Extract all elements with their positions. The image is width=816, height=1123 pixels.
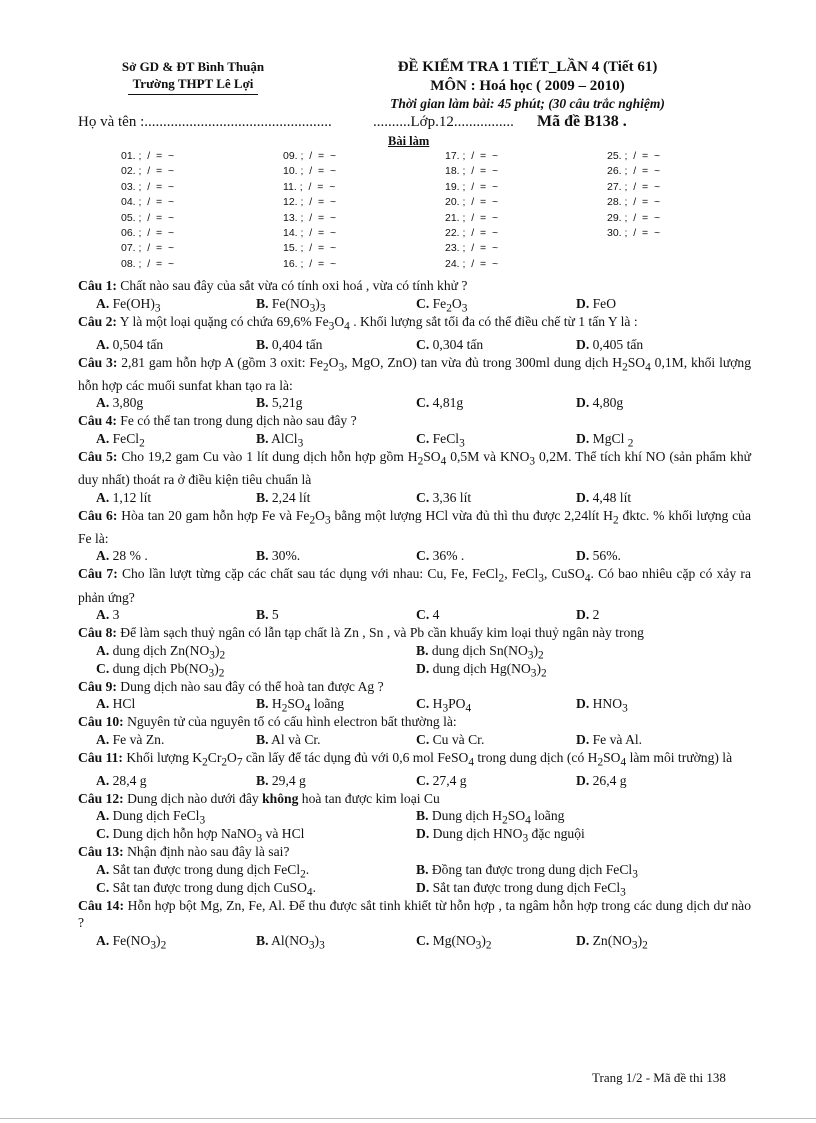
question-text: Hòa tan 20 gam hỗn hợp Fe và $Fe_2O_3$ bằng một lượng HCl vừa đủ thì thu được 2,24lít $H_2$ đktc. % khối lượng của Fe là: [78,507,752,546]
question-label: Câu 2: [78,313,117,329]
question-label: Câu 5: [78,448,118,464]
answer-cell[interactable]: 20. ; / = ~ [445,196,499,209]
options-row [78,879,751,897]
question-text: Khối lượng $K_2Cr_2O_7$ cần lấy để tác dụng đủ với 0,6 mol FeSO$_4$ trong dung dịch (có $H_2SO_4$ làm môi trường) là [122,749,733,769]
question-label: Câu 13: [78,844,124,860]
option-letter: C. [416,696,430,712]
exam-title: ĐỀ KIỂM TRA 1 TIẾT_LẦN 4 (Tiết 61) [397,59,658,75]
option-letter: D. [416,879,430,895]
option-letter: A. [96,808,110,824]
question-stem [78,749,751,772]
options-row [78,861,751,879]
option-letter: A. [96,932,110,948]
question-label: Câu 7: [78,566,118,582]
answer-option[interactable]: C. 4,81g [416,395,464,411]
answer-option[interactable]: C. dung dịch $Pb(NO_3)_2$ [96,660,225,680]
option-letter: A. [96,861,110,877]
option-letter: D. [576,696,590,712]
option-letter: C. [96,660,110,676]
question [78,678,751,714]
question-stem [78,843,751,861]
option-letter: A. [96,336,110,352]
option-letter: D. [576,932,590,948]
answer-option[interactable]: C. 0,304 tấn [416,336,484,352]
options-row [78,489,751,507]
answer-option[interactable]: D. Dung dịch $HNO_3$ đặc nguội [416,826,585,846]
answer-option[interactable]: B. 29,4 g [256,772,306,788]
answer-option[interactable]: C. FeCl$_3$ [416,430,465,450]
answer-option[interactable]: D. MgCl $_2$ [576,430,634,450]
answer-option[interactable]: C. 36% . [416,548,465,564]
answer-cell[interactable]: 03. ; / = ~ [121,180,175,193]
option-letter: A. [96,731,110,747]
page-footer: Trang 1/2 - Mã đề thi 138 [592,1070,726,1085]
option-letter: C. [416,395,430,411]
question [78,565,751,624]
answer-option[interactable]: B. Đồng tan được trong dung dịch FeCl$_3$ [416,861,638,881]
answer-option[interactable]: D. Fe và Al. [576,731,643,747]
question-stem [78,277,751,295]
question-label: Câu 4: [78,413,117,429]
answer-option[interactable]: B. Dung dịch $H_2SO_4$ loãng [416,808,565,828]
question-label: Câu 11: [78,749,123,765]
question [78,790,751,844]
option-letter: C. [416,607,430,623]
answer-option[interactable]: A. $Fe(OH)_3$ [96,295,161,315]
options-row [78,731,751,749]
question-text: Cho lần lượt từng cặp các chất sau tác dụng với nhau: Cu, Fe, FeCl$_2$, FeCl$_3$, CuSO$_4$. Có bao nhiêu cặp có xảy ra phản ứng? [78,566,751,605]
page-bottom-rule [0,1118,816,1119]
question-text: Nhận định nào sau đây là sai? [123,844,290,860]
answer-option[interactable]: A. 3,80g [96,395,144,411]
answer-option[interactable]: B. Al và Cr. [256,731,321,747]
option-letter: B. [256,295,269,311]
option-letter: B. [256,548,269,564]
question [78,749,751,790]
question-text: Cho 19,2 gam Cu vào 1 lít dung dịch hỗn hợp gồm $H_2SO_4$ 0,5M và $KNO_3$ 0,2M. Thể tích khí NO (sản phẩm khử duy nhất) thoát ra ở điều kiện tiêu chuẩn là [78,448,751,488]
question [78,897,751,950]
option-letter: D. [416,826,430,842]
answer-option[interactable]: B. 30%. [256,548,301,564]
question-text: Dung dịch nào dưới đây không hoà tan được kim loại Cu [123,790,440,806]
answer-option[interactable]: B. dung dịch $Sn(NO_3)_2$ [416,642,544,662]
answer-cell[interactable]: 08. ; / = ~ [121,257,175,270]
question-label: Câu 6: [78,507,118,523]
option-letter: D. [576,731,590,747]
answer-option[interactable]: B. 5,21g [256,395,303,411]
answer-option[interactable]: D. 56%. [576,548,621,564]
option-letter: D. [576,430,590,446]
answer-cell[interactable]: 14. ; / = ~ [283,227,337,239]
answer-cell[interactable]: 13. ; / = ~ [283,211,337,224]
option-letter: B. [416,642,429,658]
option-letter: C. [416,772,430,788]
option-letter: C. [416,295,430,311]
option-letter: D. [576,395,590,411]
answer-cell[interactable]: 02. ; / = ~ [121,165,175,178]
answer-cell[interactable]: 22. ; / = ~ [445,227,499,239]
header-left [78,58,308,95]
option-letter: B. [256,607,269,623]
question-text: Hỗn hợp bột Mg, Zn, Fe, Al. Để thu được sắt tinh khiết từ hỗn hợp , ta ngâm hỗn hợp trong các dung dịch dư nào ? [78,897,751,931]
question [78,354,751,413]
answer-option[interactable]: D. Sắt tan được trong dung dịch FeCl$_3$ [416,879,626,899]
answer-cell[interactable]: 09. ; / = ~ [283,150,337,162]
answer-option[interactable]: A. 0,504 tấn [96,336,164,352]
department-name: Sở GD & ĐT Bình Thuận [121,59,265,74]
option-letter: B. [256,731,269,747]
options-row [78,772,751,790]
options-row [78,660,751,678]
answer-grid [121,150,721,274]
answer-cell[interactable]: 19. ; / = ~ [445,180,499,193]
option-letter: C. [416,548,430,564]
question [78,507,751,566]
exam-time: Thời gian làm bài: 45 phút; (30 câu trắc nghiệm) [390,96,665,111]
answer-option[interactable]: B. $Al(NO_3)_3$ [256,932,325,952]
answer-cell[interactable]: 11. ; / = ~ [283,180,336,193]
answer-option[interactable]: A. FeCl$_2$ [96,430,145,450]
answer-option[interactable]: A. 28,4 g [96,772,147,788]
question-label: Câu 12: [78,790,124,806]
option-letter: C. [416,489,430,505]
answer-cell[interactable]: 27. ; / = ~ [607,180,661,193]
answer-option[interactable]: D. 26,4 g [576,772,627,788]
question-label: Câu 3: [78,354,118,370]
question-stem [78,412,751,430]
option-letter: B. [256,395,269,411]
student-class-field[interactable]: ..........Lớp.12................ [373,114,514,130]
question-text: 2,81 gam hỗn hợp A (gồm 3 oxit: $Fe_2O_3$, MgO, ZnO) tan vừa đủ trong 300ml dung dịch $H_2SO_4$ 0,1M, khối lượng hỗn hợp các muối sunfat khan tạo ra là: [78,354,751,393]
options-row [78,547,751,565]
option-letter: C. [96,879,110,895]
answer-option[interactable]: C. $Fe_2O_3$ [416,295,468,315]
answer-option[interactable]: C. 4 [416,607,440,623]
options-row [78,825,751,846]
question [78,313,751,354]
option-letter: D. [576,548,590,564]
answer-option[interactable]: B. 0,404 tấn [256,336,323,352]
question-text: Chất nào sau đây của sắt vừa có tính oxi hoá , vừa có tính khử ? [116,278,468,293]
option-letter: C. [416,430,430,446]
option-letter: D. [576,489,590,505]
question-stem [78,354,751,395]
options-row [78,695,751,713]
header-divider [128,94,258,95]
options-row [78,430,751,448]
option-letter: C. [416,336,430,352]
option-letter: A. [96,607,110,623]
answer-option[interactable]: D. dung dịch $Hg(NO_3)_2$ [416,660,547,680]
option-letter: A. [96,395,110,411]
question-stem [78,448,751,489]
answer-cell[interactable]: 12. ; / = ~ [283,196,337,209]
question-label: Câu 10: [78,714,124,730]
answer-cell[interactable]: 15. ; / = ~ [283,242,337,255]
option-letter: B. [256,336,269,352]
answer-cell[interactable]: 04. ; / = ~ [121,196,175,209]
option-letter: B. [256,489,269,505]
answer-option[interactable]: A. $Fe(NO_3)_2$ [96,932,167,952]
option-letter: B. [256,430,269,446]
answer-option[interactable]: D. FeO [576,295,617,311]
answer-cell[interactable]: 01. ; / = ~ [121,150,175,162]
option-letter: A. [96,772,110,788]
options-row [78,642,751,660]
answer-cell[interactable]: 29. ; / = ~ [607,211,661,224]
answer-cell[interactable]: 06. ; / = ~ [121,227,175,239]
answer-option[interactable]: C. $H_3PO_4$ [416,696,472,715]
question-label: Câu 14: [78,897,124,913]
answer-option[interactable]: C. Dung dịch hỗn hợp NaNO$_3$ và HCl [96,826,305,846]
question-label: Câu 1: [78,278,117,293]
option-letter: C. [416,731,430,747]
answer-option[interactable]: B. $H_2SO_4$ loãng [256,696,345,715]
answer-cell[interactable]: 07. ; / = ~ [121,242,175,255]
answer-sheet-title: Bài làm [388,134,430,148]
question-stem [78,678,751,696]
answer-cell[interactable]: 05. ; / = ~ [121,211,175,224]
question-stem [78,507,751,548]
option-letter: B. [256,696,269,712]
options-row [78,932,751,950]
option-letter: B. [256,772,269,788]
question-label: Câu 9: [78,678,117,694]
answer-option[interactable]: B. 5 [256,607,279,623]
answer-option[interactable]: D. $Zn(NO_3)_2$ [576,932,648,952]
question-label: Câu 8: [78,625,117,641]
answer-option[interactable]: D. 4,48 lít [576,489,632,505]
answer-option[interactable]: C. Cu và Cr. [416,731,485,747]
options-row [78,336,751,354]
question-stem [78,790,751,808]
answer-cell[interactable]: 24. ; / = ~ [445,257,499,270]
answer-cell[interactable]: 17. ; / = ~ [445,150,499,162]
question-stem [78,624,751,642]
question [78,624,751,678]
question-stem [78,897,751,932]
question [78,412,751,448]
question [78,277,751,313]
answer-option[interactable]: A. Sắt tan được trong dung dịch FeCl$_2$. [96,861,310,881]
answer-option[interactable]: B. $Fe(NO_3)_3$ [256,295,326,315]
answer-option[interactable]: B. 2,24 lít [256,489,311,505]
answer-option[interactable]: A. HCl [96,696,136,712]
question-text: Nguyên tử của nguyên tố có cấu hình electron bất thường là: [123,714,457,730]
answer-option[interactable]: A. Dung dịch FeCl$_3$ [96,808,206,828]
answer-option[interactable]: B. AlCl$_3$ [256,430,304,450]
option-letter: A. [96,430,110,446]
option-letter: A. [96,295,110,311]
option-letter: B. [256,932,269,948]
options-row [78,807,751,828]
answer-option[interactable]: A. 28 % . [96,548,148,564]
answer-option[interactable]: C. 27,4 g [416,772,467,788]
exam-code: Mã đề B138 . [537,113,627,130]
exam-subject: MÔN : Hoá học ( 2009 – 2010) [430,78,625,94]
answer-option[interactable]: D. 2 [576,607,600,623]
answer-option[interactable]: A. Fe và Zn. [96,731,165,747]
option-letter: D. [576,295,590,311]
question-text: Y là một loại quặng có chứa 69,6% $Fe_3O_4$ . Khối lượng sắt tối đa có thể điều chế từ 1 tấn Y là : [116,313,638,333]
answer-cell[interactable]: 23. ; / = ~ [445,242,499,255]
options-row [78,295,751,313]
answer-cell[interactable]: 18. ; / = ~ [445,165,499,178]
answer-option[interactable]: C. $Mg(NO_3)_2$ [416,932,492,952]
option-letter: A. [96,489,110,505]
answer-option[interactable]: A. dung dịch $Zn(NO_3)_2$ [96,642,226,662]
option-letter: D. [576,772,590,788]
answer-option[interactable]: C. Sắt tan được trong dung dịch CuSO$_4$. [96,879,316,899]
question [78,713,751,749]
question [78,843,751,897]
student-name-field[interactable]: Họ và tên :.................................................. [78,114,332,130]
answer-cell[interactable]: 21. ; / = ~ [445,211,499,224]
answer-cell[interactable]: 16. ; / = ~ [283,257,337,270]
option-letter: A. [96,696,110,712]
option-letter: B. [416,861,429,877]
school-name: Trường THPT Lê Lợi [132,76,254,91]
answer-option[interactable]: D. 0,405 tấn [576,336,644,352]
answer-option[interactable]: C. 3,36 lít [416,489,472,505]
option-letter: C. [416,932,430,948]
answer-option[interactable]: D. 4,80g [576,395,624,411]
question-list [78,277,751,950]
question-stem [78,565,751,606]
option-letter: D. [576,336,590,352]
option-letter: D. [576,607,590,623]
answer-option[interactable]: D. $HNO_3$ [576,696,628,715]
answer-cell[interactable]: 28. ; / = ~ [607,196,661,209]
question-text: Fe có thể tan trong dung dịch nào sau đây ? [116,413,357,429]
question [78,448,751,507]
answer-cell[interactable]: 26. ; / = ~ [607,165,661,178]
options-row [78,606,751,624]
question-text: Để làm sạch thuỷ ngân có lẫn tạp chất là Zn , Sn , và Pb cần khuấy kim loại thuỷ ngân này trong [116,625,644,641]
header-right [355,58,700,113]
option-letter: C. [96,826,110,842]
answer-cell[interactable]: 10. ; / = ~ [283,165,337,178]
option-letter: A. [96,642,110,658]
answer-option[interactable]: A. 3 [96,607,120,623]
answer-cell[interactable]: 25. ; / = ~ [607,150,661,162]
option-letter: B. [416,808,429,824]
question-text: Dung dịch nào sau đây có thể hoà tan được Ag ? [116,678,384,694]
answer-option[interactable]: A. 1,12 lít [96,489,152,505]
option-letter: D. [416,660,430,676]
question-stem [78,713,751,731]
option-letter: A. [96,548,110,564]
options-row [78,394,751,412]
question-stem [78,313,751,336]
answer-cell[interactable]: 30. ; / = ~ [607,227,661,239]
